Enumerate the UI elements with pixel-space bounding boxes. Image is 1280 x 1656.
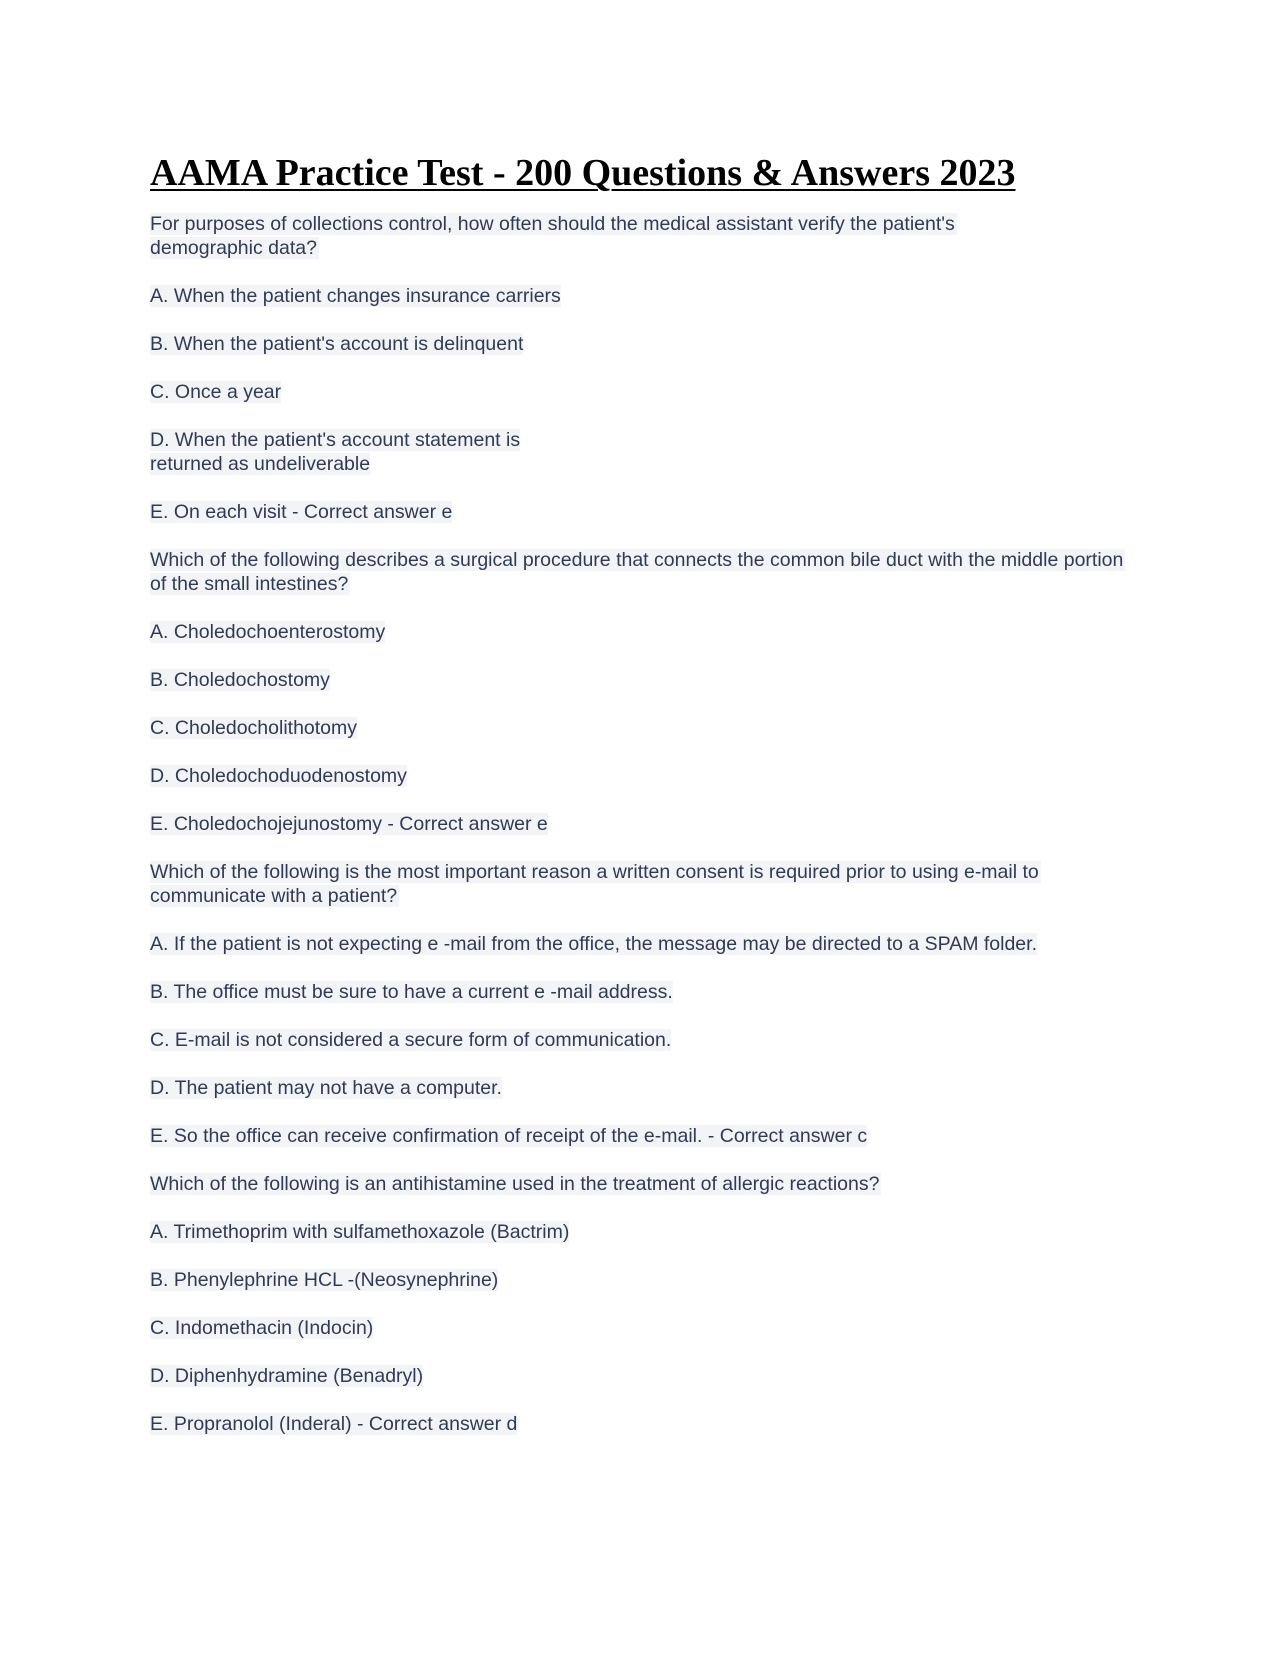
answer-option bbox=[150, 332, 1140, 356]
question-text bbox=[150, 548, 1140, 596]
answer-option-text: D. Choledochoduodenostomy bbox=[150, 765, 407, 787]
question-block bbox=[150, 1172, 1140, 1436]
answer-option-text: A. When the patient changes insurance carriers bbox=[150, 285, 561, 307]
answer-option bbox=[150, 764, 1140, 788]
answer-option-text: D. When the patient's account statement is returned as undeliverable bbox=[150, 429, 521, 475]
document-title: AAMA Practice Test - 200 Questions & Answers 2023 bbox=[150, 152, 1016, 194]
answer-option-text: E. Propranolol (Inderal) - Correct answer d bbox=[150, 1413, 518, 1435]
answer-option bbox=[150, 1124, 1140, 1148]
answer-option-text: D. The patient may not have a computer. bbox=[150, 1077, 502, 1099]
answer-option-text: E. Choledochojejunostomy - Correct answer e bbox=[150, 813, 548, 835]
answer-option-text: C. Once a year bbox=[150, 381, 282, 403]
question-text bbox=[150, 860, 1110, 908]
answer-option-text: D. Diphenhydramine (Benadryl) bbox=[150, 1365, 424, 1387]
question-block bbox=[150, 212, 1140, 524]
question-text-content: Which of the following is the most important reason a written consent is required prior to using e-mail to communicate with a patient? bbox=[150, 861, 1039, 907]
answer-option-text: E. On each visit - Correct answer e bbox=[150, 501, 453, 523]
answer-option bbox=[150, 620, 1140, 644]
document-page bbox=[150, 150, 1140, 1460]
answer-option bbox=[150, 1316, 1140, 1340]
answer-option bbox=[150, 284, 1140, 308]
answer-option-text: C. Choledocholithotomy bbox=[150, 717, 358, 739]
answer-option-text: A. Trimethoprim with sulfamethoxazole (Bactrim) bbox=[150, 1221, 570, 1243]
question-block bbox=[150, 860, 1140, 1148]
answer-option bbox=[150, 1268, 1140, 1292]
answer-option bbox=[150, 1076, 1140, 1100]
answer-option bbox=[150, 380, 1140, 404]
answer-option bbox=[150, 932, 1140, 956]
answer-option bbox=[150, 980, 1140, 1004]
answer-option-text: B. The office must be sure to have a current e -mail address. bbox=[150, 981, 673, 1003]
answer-option-text: C. Indomethacin (Indocin) bbox=[150, 1317, 374, 1339]
answer-option-text: C. E-mail is not considered a secure form of communication. bbox=[150, 1029, 672, 1051]
answer-option bbox=[150, 812, 1140, 836]
answer-option bbox=[150, 1364, 1140, 1388]
answer-option bbox=[150, 1412, 1140, 1436]
question-text-content: Which of the following is an antihistamine used in the treatment of allergic reactions? bbox=[150, 1173, 880, 1195]
answer-option bbox=[150, 500, 1140, 524]
answer-option-text: A. If the patient is not expecting e -mail from the office, the message may be directed to a SPAM folder. bbox=[150, 933, 1037, 955]
question-block bbox=[150, 548, 1140, 836]
question-text-content: For purposes of collections control, how often should the medical assistant verify the patient's demographic data? bbox=[150, 213, 955, 259]
answer-option-text: E. So the office can receive confirmation of receipt of the e-mail. - Correct answer c bbox=[150, 1125, 868, 1147]
answer-option-text: A. Choledochoenterostomy bbox=[150, 621, 386, 643]
answer-option bbox=[150, 1220, 1140, 1244]
answer-option bbox=[150, 1028, 1140, 1052]
answer-option-text: B. Choledochostomy bbox=[150, 669, 330, 691]
question-text-content: Which of the following describes a surgical procedure that connects the common bile duct with the middle portion of the small intestines? bbox=[150, 549, 1124, 595]
question-text bbox=[150, 1172, 1140, 1196]
answer-option bbox=[150, 716, 1140, 740]
answer-option bbox=[150, 428, 550, 476]
answer-option-text: B. When the patient's account is delinquent bbox=[150, 333, 524, 355]
answer-option bbox=[150, 668, 1140, 692]
question-text bbox=[150, 212, 1030, 260]
answer-option-text: B. Phenylephrine HCL -(Neosynephrine) bbox=[150, 1269, 499, 1291]
